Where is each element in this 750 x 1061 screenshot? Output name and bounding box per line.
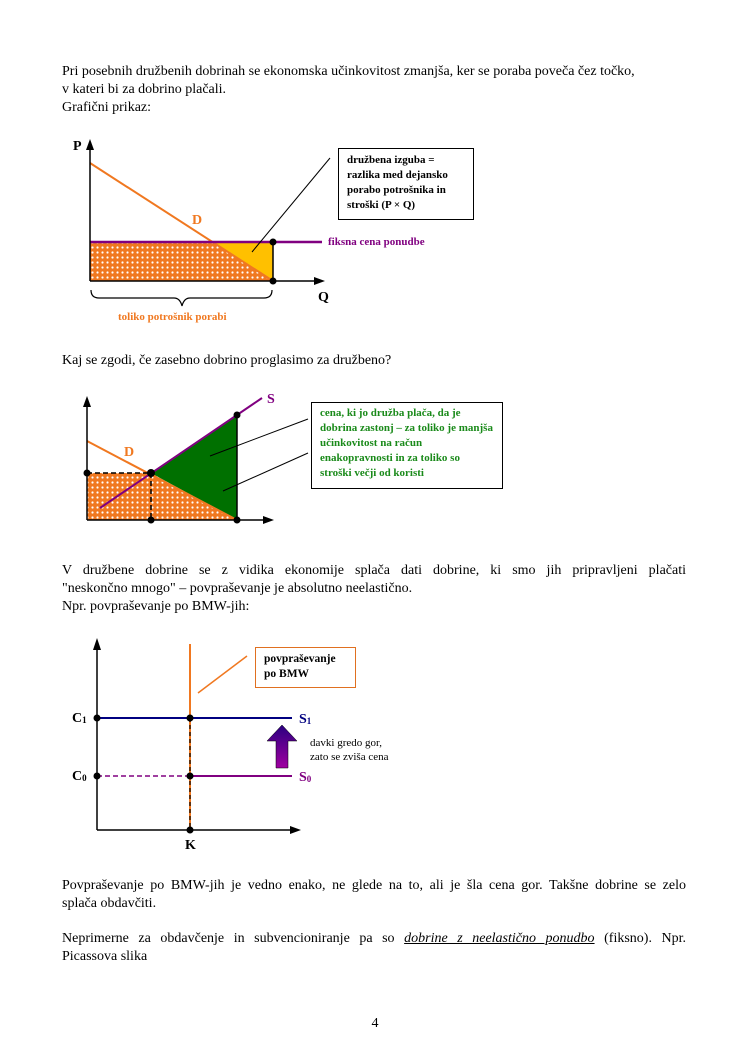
supply-label: S (267, 392, 275, 407)
callout-pointer (198, 656, 247, 693)
conclusion-line-2: splača obdavčiti. (62, 896, 157, 911)
final-text-after: (fiksno). Npr. (594, 931, 687, 946)
final-line-1 (62, 930, 686, 948)
conclusion-line-1: Povpraševanje po BMW-jih je vedno enako, ne glede na to, ali je šla cena gor. Takšne dobrine se zelo (62, 878, 686, 893)
intro-line-2: v kateri bi za dobrino plačali. (62, 82, 227, 97)
point-k-c0 (187, 773, 194, 780)
page-number: 4 (371, 1016, 379, 1031)
s1-label: S1 (299, 712, 312, 727)
tax-increase-arrow-icon (267, 725, 297, 768)
final-text-before: Neprimerne za obdavčenje in subvencioniranje pa so (62, 931, 405, 946)
fixed-price-label: fiksna cena ponudbe (328, 236, 425, 248)
s0-label: S0 (299, 770, 312, 785)
c0-label: C0 (72, 769, 87, 784)
tax-note-line-1: davki gredo gor, (310, 737, 382, 749)
question-text: Kaj se zgodi, če zasebno dobrino proglasimo za družbeno? (62, 353, 392, 368)
point-k-c1 (187, 715, 194, 722)
bmw-demand-callout-text: povpraševanje po BMW (264, 653, 336, 680)
intro-line-3: Grafični prikaz: (62, 100, 152, 115)
intro-line-1: Pri posebnih družbenih dobrinah se ekonomska učinkovitost zmanjša, ker se poraba poveča čez točko, (62, 64, 635, 79)
inelastic-supply-emphasis: dobrine z neelastično ponudbo (404, 931, 595, 946)
efficiency-loss-callout-text: cena, ki jo družba plača, da je dobrina zastonj – za toliko je manjša učinkovitost na račun enakopravnosti in za toliko so stroški večji od koristi (320, 407, 493, 479)
final-paragraph (62, 930, 686, 966)
bmw-line-2: "neskončno mnogo" – povpraševanje je absolutno neelastično. (62, 581, 413, 596)
demand-label: D (192, 213, 203, 228)
final-line-2: Picassova slika (62, 949, 148, 964)
point-k (187, 827, 194, 834)
axis-label-q: Q (318, 290, 329, 305)
bmw-line-3: Npr. povpraševanje po BMW-jih: (62, 599, 250, 614)
point-c0 (94, 773, 101, 780)
demand-label: D (124, 445, 135, 460)
conclusion-paragraph (62, 877, 686, 913)
tax-note-line-2: zato se zviša cena (310, 751, 389, 763)
social-loss-callout-text: družbena izguba = razlika med dejansko porabo potrošnika in stroški (P × Q) (347, 154, 448, 211)
k-label: K (185, 838, 196, 853)
bmw-demand-callout (255, 647, 356, 688)
axis-label-p: P (73, 139, 82, 154)
c1-label: C1 (72, 711, 87, 726)
x-axis-arrow-icon (290, 826, 301, 834)
point-c1 (94, 715, 101, 722)
bmw-line-1: V družbene dobrine se z vidika ekonomije splača dati dobrine, ki smo jih pripravljeni plačati (62, 563, 686, 578)
y-axis-arrow-icon (93, 638, 101, 650)
brace-label: toliko potrošnik porabi (118, 311, 227, 323)
